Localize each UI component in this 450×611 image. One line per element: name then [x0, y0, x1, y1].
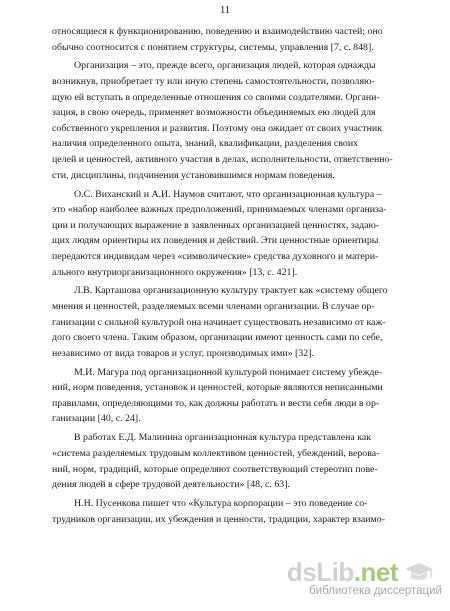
text-line: обычно соотносится с понятием структуры, системы, управления [7, с. 848]. [52, 41, 374, 53]
watermark-caption: библиотека диссертаций [309, 585, 442, 597]
text-line: щую ей вступать в определенные отношения со своими создателями. Органи- [52, 91, 380, 103]
text-line: В работах Е.Д. Малинина организационная культура представлена как [74, 432, 372, 444]
text-line: Л.В. Карташова организационную культуру трактует как «систему общего [74, 285, 388, 297]
text-line: целей и ценностей, активного участия в делах, исполнительности, ответственно- [52, 154, 393, 166]
text-line: «система разделяемых трудовым коллективом ценностей, убеждений, верова- [52, 447, 380, 459]
page-number: 11 [219, 5, 231, 16]
watermark-logo-accent: .net [353, 557, 398, 587]
watermark-logo [287, 559, 398, 585]
text-line: Организация – это, прежде всего, организация людей, которая однажды [74, 60, 376, 72]
text-line: сти, дисциплины, подчинения установившимся нормам поведения. [52, 169, 335, 181]
text-line: зация, в свою очередь, применяет возможности объединяемых ею людей для [52, 107, 376, 119]
text-line: Н.Н. Пусенкова пишет что «Культура корпорации – это поведение со- [74, 498, 368, 509]
text-line: мнения и ценностей, разделяемых всеми членами организации. В случае ор- [52, 300, 375, 312]
text-line: дого своего члена. Таким образом, организации имеют ценность сами по себе, [52, 332, 383, 344]
text-line: ции и получающих выражение в заявленных организацией ценностях, задаю- [52, 219, 380, 231]
text-line: собственного укрепления и развития. Поэтому она ожидает от своих участник [52, 122, 382, 134]
text-line: наличия определенного опыта, знаний, квалификации, разделения своих [52, 138, 359, 150]
text-line: ганизации [40, с. 24]. [52, 413, 141, 425]
text-line: это «набор наиболее важных предположений, принимаемых членами организа- [52, 204, 387, 216]
graduation-cap-icon [404, 561, 434, 583]
text-line: правилами, определяющими то, как должны работать и вести себя люди в ор- [52, 397, 380, 409]
text-line: щих людям ориентиры их поведения и действий. Эти ценностные ориентиры [52, 235, 379, 247]
text-line: относящиеся к функционированию, поведению и взаимодействию частей; оно [52, 26, 383, 37]
text-line: трудников организации, их убеждения и ценности, традиции, характер взаимо- [52, 513, 385, 525]
text-line: М.И. Магура под организационной культурой понимает систему убежде- [74, 366, 383, 378]
document-body [52, 24, 424, 527]
text-line: ний, норм поведения, установок и ценностей, которые являются неписанными [52, 382, 383, 394]
text-line: дения людей в сфере трудовой деятельности» [48, с. 63]. [52, 479, 290, 491]
text-line: О.С. Виханский и А.И. Наумов считают, что организационная культура – [74, 188, 382, 200]
watermark-logo-main: dsLib [286, 557, 354, 587]
text-line: ганизации с сильной культурой она начинает существовать независимо от каж- [52, 316, 386, 328]
text-line: возникнув, приобретает ту или иную степень самостоятельности, позволяю- [52, 76, 375, 88]
text-line: ального внутриорганизационного окружения» [13, с. 421]. [52, 266, 298, 278]
text-line: независимо от вида товаров и услуг, производимых ими» [32]. [52, 347, 314, 359]
text-line: ний, норм, традиций, которые определяют соответствующий стереотип пове- [52, 463, 378, 475]
text-line: передаются индивидам через «символические» средства духовного и матери- [52, 250, 379, 262]
watermark [286, 557, 442, 603]
